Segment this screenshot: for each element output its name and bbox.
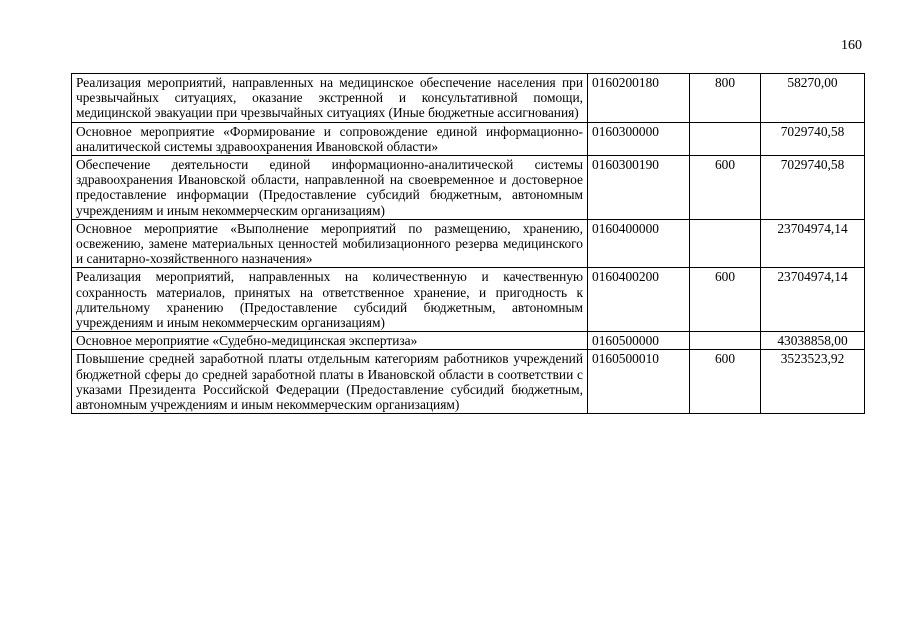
row-expense-type-cell — [690, 122, 761, 155]
row-expense-type-cell: 800 — [690, 74, 761, 123]
budget-table-body — [72, 74, 865, 414]
row-amount-cell: 7029740,58 — [761, 156, 865, 220]
row-expense-type-cell: 600 — [690, 268, 761, 332]
row-name-cell: Реализация мероприятий, направленных на медицинское обеспечение населения при чрезвычайных ситуациях, оказание экстренной и консультативной помощи, медицинской эвакуации при чрезвычайных ситуациях (Иные бюджетные ассигнования) — [72, 74, 588, 123]
table-row — [72, 350, 865, 414]
row-amount-cell: 43038858,00 — [761, 332, 865, 350]
table-row — [72, 332, 865, 350]
table-row — [72, 156, 865, 220]
row-amount-cell: 58270,00 — [761, 74, 865, 123]
table-row — [72, 74, 865, 123]
row-amount-cell: 23704974,14 — [761, 219, 865, 268]
row-name-cell: Основное мероприятие «Судебно-медицинская экспертиза» — [72, 332, 588, 350]
row-expense-type-cell: 600 — [690, 156, 761, 220]
row-code-cell: 0160200180 — [588, 74, 690, 123]
row-code-cell: 0160300190 — [588, 156, 690, 220]
row-code-cell: 0160300000 — [588, 122, 690, 155]
budget-table — [71, 73, 865, 414]
row-code-cell: 0160500010 — [588, 350, 690, 414]
row-name-cell: Основное мероприятие «Выполнение мероприятий по размещению, хранению, освежению, замене материальных ценностей мобилизационного резерва медицинского и санитарно-хозяйственного назначения» — [72, 219, 588, 268]
row-code-cell: 0160500000 — [588, 332, 690, 350]
table-row — [72, 219, 865, 268]
table-row — [72, 122, 865, 155]
row-code-cell: 0160400200 — [588, 268, 690, 332]
row-expense-type-cell — [690, 219, 761, 268]
row-name-cell: Обеспечение деятельности единой информационно-аналитической системы здравоохранения Ивановской области, направленной на своевременное и достоверное предоставление информации (Предоставление субсидий бюджетным, автономным учреждениям и иным некоммерческим организациям) — [72, 156, 588, 220]
row-amount-cell: 23704974,14 — [761, 268, 865, 332]
page-number: 160 — [841, 38, 862, 53]
row-amount-cell: 3523523,92 — [761, 350, 865, 414]
row-name-cell: Повышение средней заработной платы отдельным категориям работников учреждений бюджетной сферы до средней заработной платы в Ивановской области в соответствии с указами Президента Российской Федерации (Предоставление субсидий бюджетным, автономным учреждениям и иным некоммерческим организациям) — [72, 350, 588, 414]
row-expense-type-cell — [690, 332, 761, 350]
row-name-cell: Реализация мероприятий, направленных на количественную и качественную сохранность материалов, принятых на ответственное хранение, и пригодность к длительному хранению (Предоставление субсидий бюджетным, автономным учреждениям и иным некоммерческим организациям) — [72, 268, 588, 332]
row-name-cell: Основное мероприятие «Формирование и сопровождение единой информационно-аналитической системы здравоохранения Ивановской области» — [72, 122, 588, 155]
row-amount-cell: 7029740,58 — [761, 122, 865, 155]
row-code-cell: 0160400000 — [588, 219, 690, 268]
row-expense-type-cell: 600 — [690, 350, 761, 414]
table-row — [72, 268, 865, 332]
